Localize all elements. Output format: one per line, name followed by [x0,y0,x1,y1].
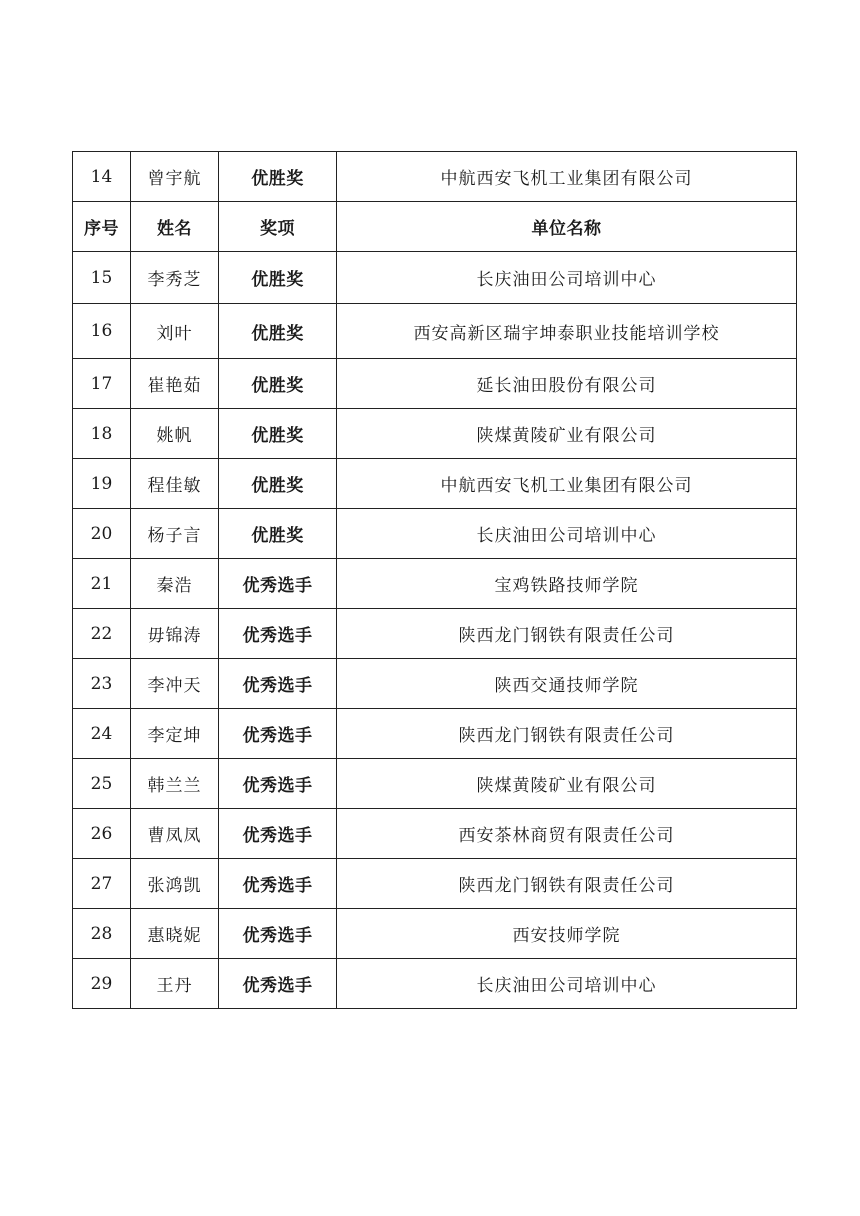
cell-unit: 宝鸡铁路技师学院 [337,559,797,609]
cell-unit: 陕煤黄陵矿业有限公司 [337,759,797,809]
table-row [73,609,797,659]
cell-unit: 陕煤黄陵矿业有限公司 [337,409,797,459]
cell-unit: 长庆油田公司培训中心 [337,509,797,559]
table-row [73,359,797,409]
cell-award: 优秀选手 [219,809,337,859]
table-header-row [73,202,797,252]
cell-award: 优秀选手 [219,659,337,709]
cell-name: 杨子言 [131,509,219,559]
cell-award: 优胜奖 [219,152,337,202]
table-row [73,409,797,459]
cell-no: 15 [73,252,131,304]
cell-name: 程佳敏 [131,459,219,509]
cell-award: 优胜奖 [219,252,337,304]
table-row [73,509,797,559]
cell-award: 优胜奖 [219,409,337,459]
cell-unit: 中航西安飞机工业集团有限公司 [337,459,797,509]
table-row [73,459,797,509]
cell-unit: 延长油田股份有限公司 [337,359,797,409]
cell-name: 曾宇航 [131,152,219,202]
cell-unit: 中航西安飞机工业集团有限公司 [337,152,797,202]
cell-name: 崔艳茹 [131,359,219,409]
cell-award: 优胜奖 [219,304,337,359]
awards-table [72,151,797,1009]
cell-award: 优秀选手 [219,709,337,759]
table-row [73,809,797,859]
cell-no: 14 [73,152,131,202]
cell-no: 19 [73,459,131,509]
cell-no: 22 [73,609,131,659]
cell-no: 25 [73,759,131,809]
cell-name: 张鸿凯 [131,859,219,909]
table-row [73,559,797,609]
cell-name: 刘叶 [131,304,219,359]
cell-no: 20 [73,509,131,559]
cell-no: 16 [73,304,131,359]
table-row [73,709,797,759]
cell-name: 李冲天 [131,659,219,709]
cell-name: 王丹 [131,959,219,1009]
cell-unit: 西安技师学院 [337,909,797,959]
cell-award: 优胜奖 [219,359,337,409]
table-row [73,659,797,709]
header-no: 序号 [73,202,131,252]
cell-unit: 西安茶林商贸有限责任公司 [337,809,797,859]
cell-unit: 长庆油田公司培训中心 [337,959,797,1009]
cell-award: 优秀选手 [219,609,337,659]
header-unit: 单位名称 [337,202,797,252]
table-row [73,152,797,202]
cell-award: 优秀选手 [219,559,337,609]
header-name: 姓名 [131,202,219,252]
cell-unit: 陕西龙门钢铁有限责任公司 [337,709,797,759]
cell-name: 姚帆 [131,409,219,459]
cell-no: 29 [73,959,131,1009]
cell-no: 17 [73,359,131,409]
cell-unit: 西安高新区瑞宇坤泰职业技能培训学校 [337,304,797,359]
cell-unit: 陕西龙门钢铁有限责任公司 [337,859,797,909]
cell-no: 23 [73,659,131,709]
cell-no: 28 [73,909,131,959]
table-row [73,252,797,304]
header-award: 奖项 [219,202,337,252]
table-row [73,304,797,359]
cell-name: 李秀芝 [131,252,219,304]
cell-name: 惠晓妮 [131,909,219,959]
cell-unit: 长庆油田公司培训中心 [337,252,797,304]
table-row [73,909,797,959]
cell-award: 优胜奖 [219,459,337,509]
table-row [73,859,797,909]
cell-name: 曹凤凤 [131,809,219,859]
cell-no: 27 [73,859,131,909]
cell-award: 优秀选手 [219,909,337,959]
cell-award: 优秀选手 [219,759,337,809]
cell-award: 优秀选手 [219,959,337,1009]
table-row [73,959,797,1009]
cell-no: 18 [73,409,131,459]
cell-name: 李定坤 [131,709,219,759]
cell-award: 优秀选手 [219,859,337,909]
cell-no: 24 [73,709,131,759]
cell-no: 26 [73,809,131,859]
cell-unit: 陕西交通技师学院 [337,659,797,709]
table-row [73,759,797,809]
cell-name: 秦浩 [131,559,219,609]
cell-name: 毋锦涛 [131,609,219,659]
cell-no: 21 [73,559,131,609]
awards-table-body [73,152,797,1009]
cell-award: 优胜奖 [219,509,337,559]
cell-unit: 陕西龙门钢铁有限责任公司 [337,609,797,659]
cell-name: 韩兰兰 [131,759,219,809]
